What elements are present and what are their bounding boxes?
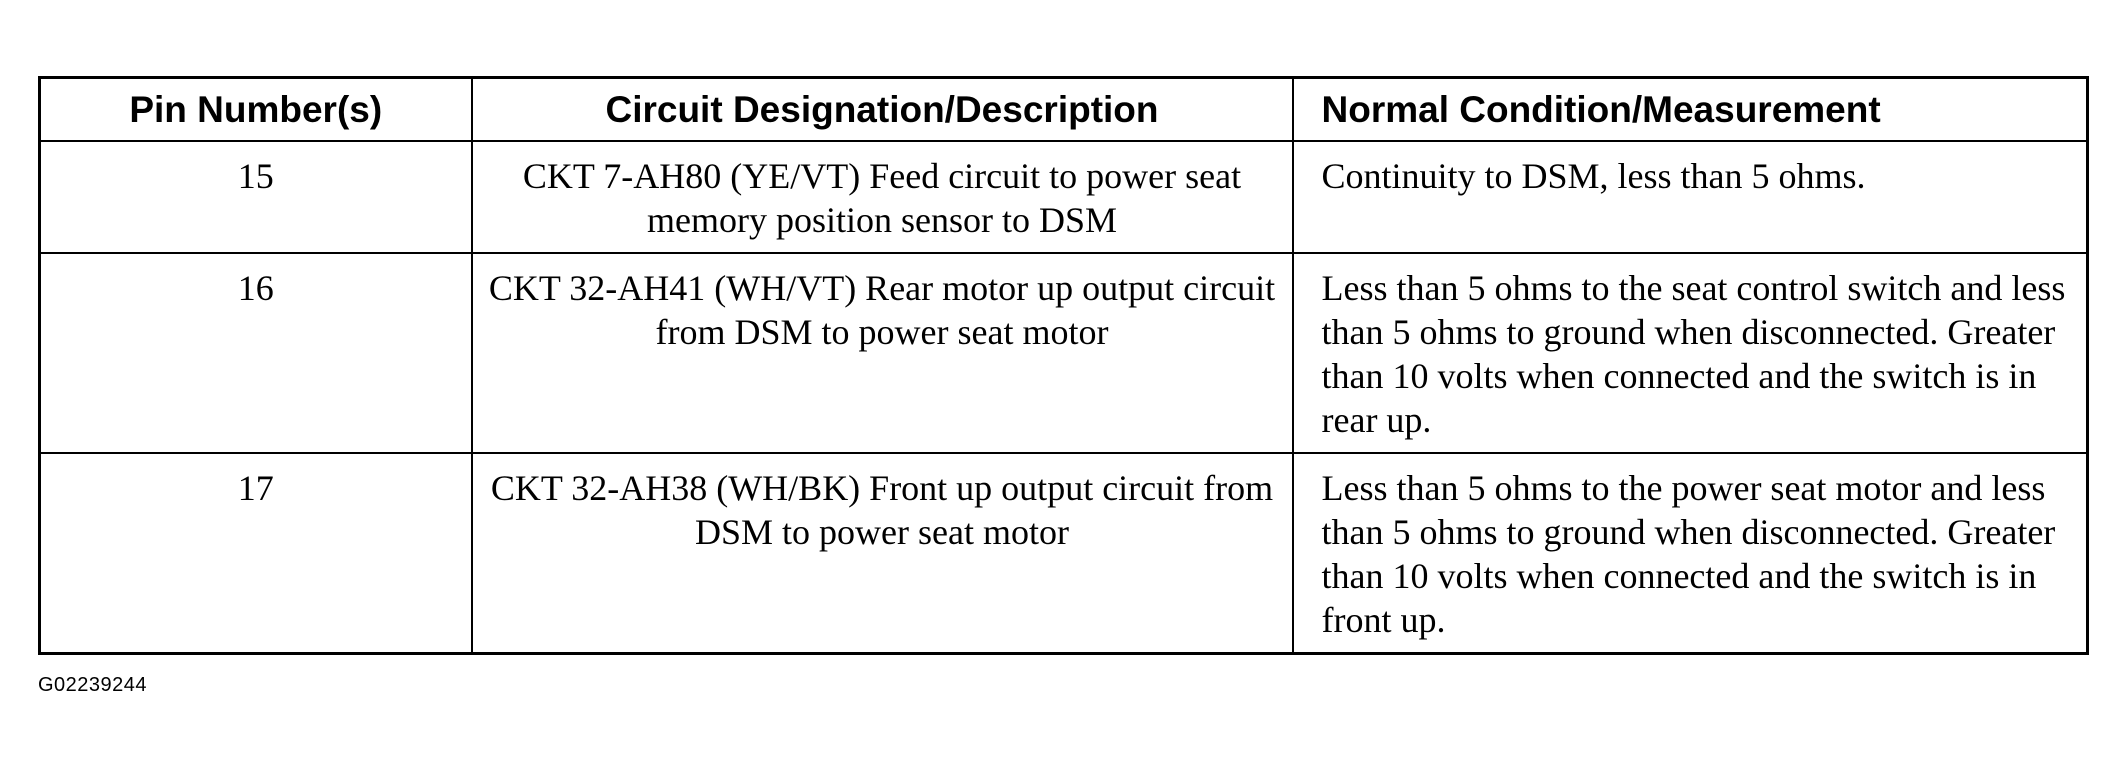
circuit-description-cell: CKT 7-AH80 (YE/VT) Feed circuit to power seat memory position sensor to DSM xyxy=(472,141,1293,253)
measurement-cell: Less than 5 ohms to the seat control switch and less than 5 ohms to ground when disconnected. Greater than 10 volts when connected and the switch is in rear up. xyxy=(1293,253,2088,453)
pin-number-cell: 15 xyxy=(40,141,472,253)
header-normal-condition: Normal Condition/Measurement xyxy=(1293,78,2088,142)
header-pin-numbers: Pin Number(s) xyxy=(40,78,472,142)
measurement-cell: Continuity to DSM, less than 5 ohms. xyxy=(1293,141,2088,253)
pin-number-cell: 16 xyxy=(40,253,472,453)
measurement-cell: Less than 5 ohms to the power seat motor and less than 5 ohms to ground when disconnected. Greater than 10 volts when connected and the switch is in front up. xyxy=(1293,453,2088,654)
table-row xyxy=(40,253,2088,453)
circuit-description-cell: CKT 32-AH41 (WH/VT) Rear motor up output circuit from DSM to power seat motor xyxy=(472,253,1293,453)
table-header-row xyxy=(40,78,2088,142)
table-row xyxy=(40,141,2088,253)
figure-id: G02239244 xyxy=(38,674,148,696)
table-row xyxy=(40,453,2088,654)
header-circuit-designation: Circuit Designation/Description xyxy=(472,78,1293,142)
circuit-description-cell: CKT 32-AH38 (WH/BK) Front up output circuit from DSM to power seat motor xyxy=(472,453,1293,654)
pin-spec-table xyxy=(38,76,2089,655)
pin-number-cell: 17 xyxy=(40,453,472,654)
